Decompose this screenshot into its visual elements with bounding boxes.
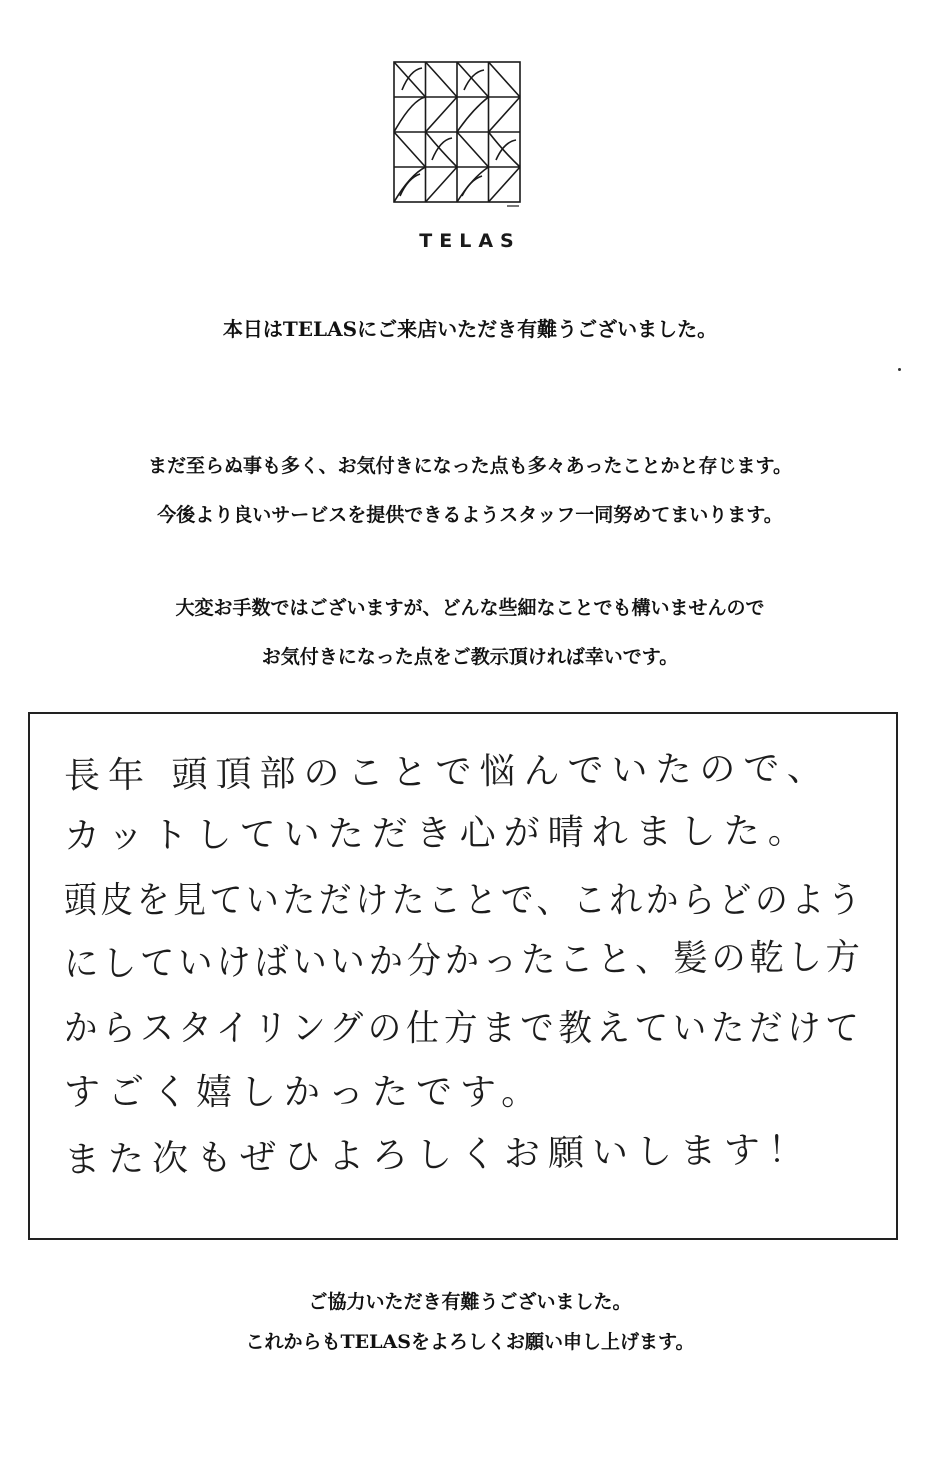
comment-line: からスタイリングの仕方まで教えていただけて (64, 1008, 864, 1049)
comment-line: 頭皮を見ていただけたことで、これからどのよう (64, 880, 865, 921)
comment-line: また次もぜひよろしくお願いします！ (63, 1129, 813, 1181)
scan-speck (898, 368, 901, 371)
telas-logo-icon (392, 60, 522, 208)
comment-line: カットしていただき心が晴れました。 (63, 810, 812, 857)
brand-name: TELAS (419, 230, 521, 252)
closing-line-1: ご協力いただき有難うございました。 (308, 1291, 632, 1313)
thanks-text: 本日はTELASにご来店いただき有難うございました。 (222, 317, 718, 341)
comment-line: 長年 頭頂部のことで悩んでいたので、 (63, 747, 831, 797)
apology-line-1: まだ至らぬ事も多く、お気付きになった点も多々あったことかと存じます。 (148, 455, 792, 477)
comment-box (28, 712, 898, 1240)
request-line-2: お気付きになった点をご教示頂ければ幸いです。 (261, 646, 679, 668)
comment-line: にしていけばいいか分かったこと、髪の乾し方 (63, 937, 864, 985)
closing-line-2: これからもTELASをよろしくお願い申し上げます。 (245, 1331, 695, 1353)
apology-line-2: 今後より良いサービスを提供できるようスタッフ一同努めてまいります。 (157, 504, 783, 526)
comment-line: すごく嬉しかったです。 (64, 1072, 546, 1113)
request-line-1: 大変お手数ではございますが、どんな些細なことでも構いませんので (175, 597, 765, 619)
